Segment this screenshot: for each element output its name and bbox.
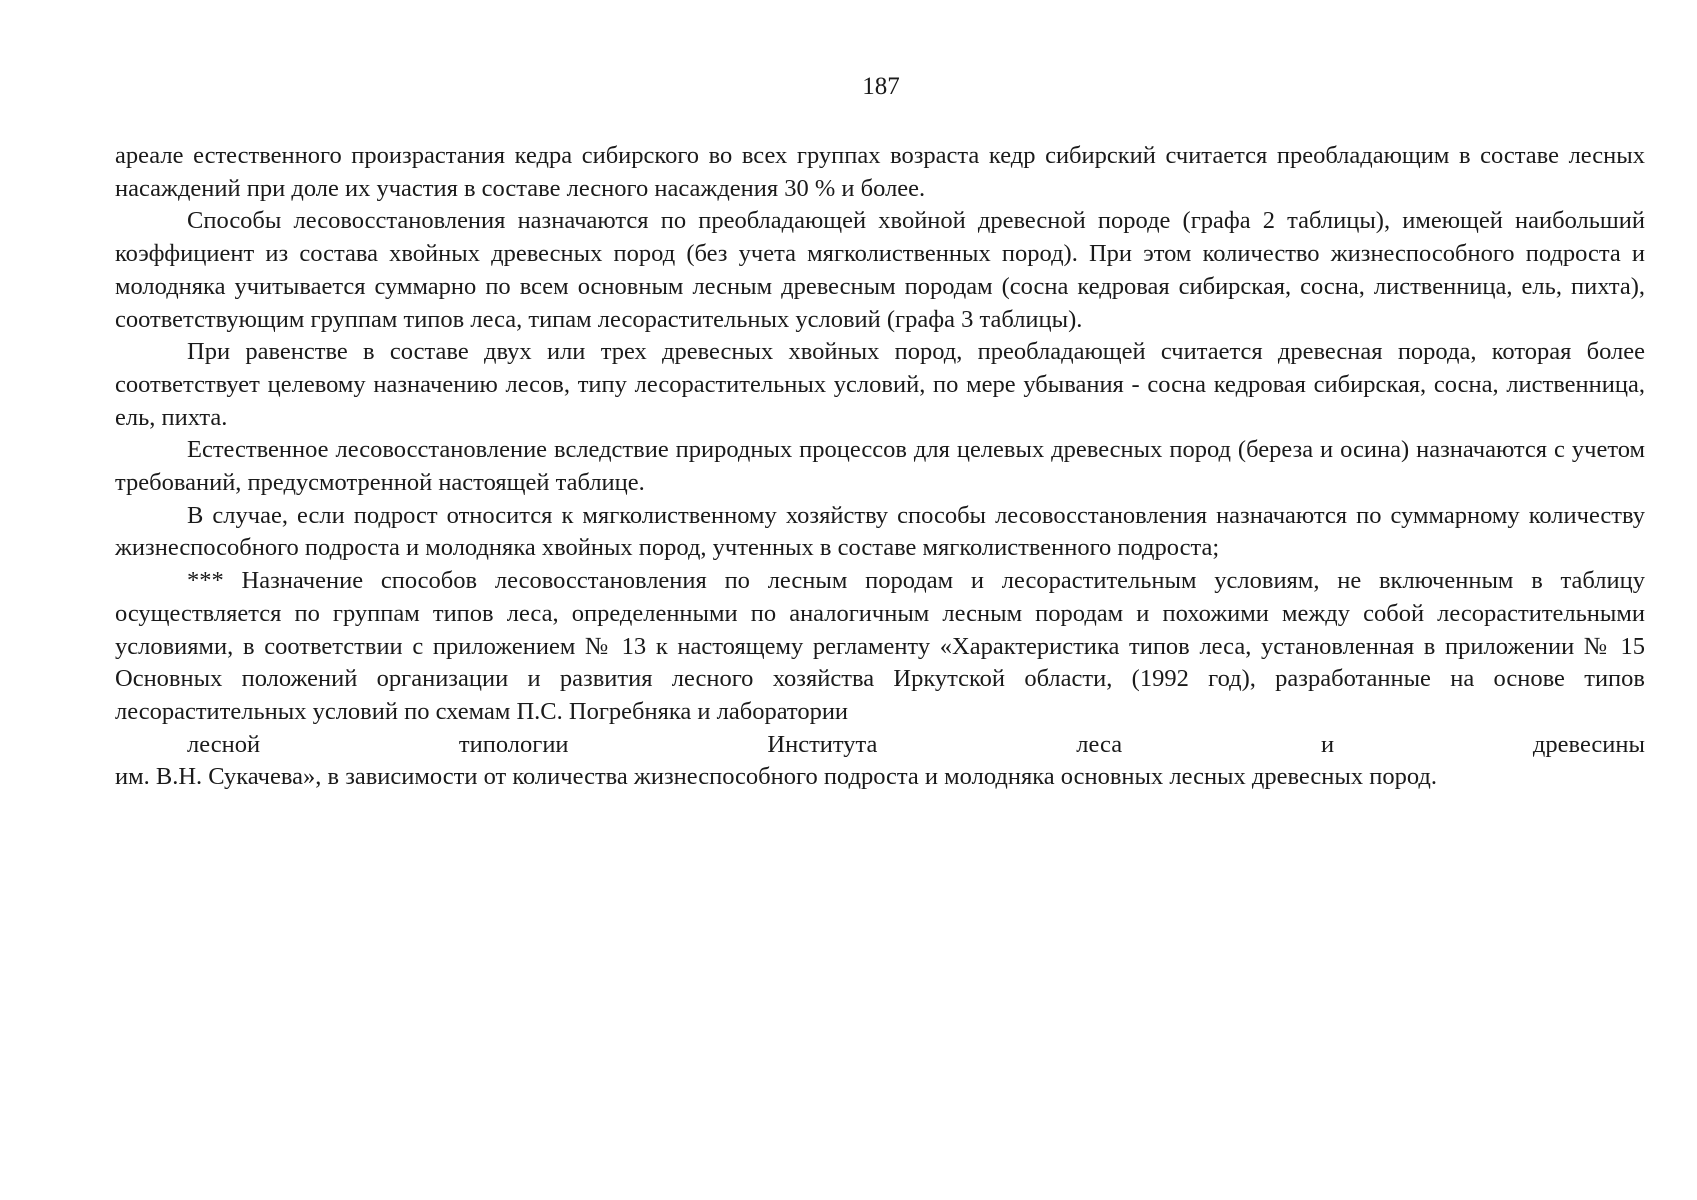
paragraph-6-main: *** Назначение способов лесовосстановления по лесным породам и лесорастительным условиям, не включенным в таблицу осуществляется по группам типов леса, определенными по аналогичным лесным породам и похожими между собой лесорастительными условиями, в соответствии с приложением № 13 к настоящему регламенту «Характеристика типов леса, установленная в приложении № 15 Основных положений организации и развития лесного хозяйства Иркутской области, (1992 год), разработанные на основе типов лесорастительных условий по схемам П.С. Погребняка и лаборатории (115, 567, 1645, 725)
paragraph-4: Естественное лесовосстановление вследствие природных процессов для целевых древесных пород (береза и осина) назначаются с учетом требований, предусмотренной настоящей таблице. (115, 436, 1645, 497)
paragraph-6-spread-line: лесной типологии Института леса и древесины (187, 730, 1645, 758)
body-text (115, 140, 1645, 794)
paragraph-2: Способы лесовосстановления назначаются по преобладающей хвойной древесной породе (графа 2 таблицы), имеющей наибольший коэффициент из состава хвойных древесных пород (без учета мягколиственных пород). При этом количество жизнеспособного подроста и молодняка учитывается суммарно по всем основным лесным древесным породам (сосна кедровая сибирская, сосна, лиственница, ель, пихта), соответствующим группам типов леса, типам лесорастительных условий (графа 3 таблицы). (115, 207, 1645, 333)
page-number: 187 (862, 73, 900, 100)
paragraph-6-end: им. В.Н. Сукачева», в зависимости от количества жизнеспособного подроста и молодняка основных лесных древесных пород. (115, 763, 1437, 791)
paragraph-1: ареале естественного произрастания кедра сибирского во всех группах возраста кедр сибирский считается преобладающим в составе лесных насаждений при доле их участия в составе лесного насаждения 30 % и более. (115, 142, 1645, 202)
paragraph-5: В случае, если подрост относится к мягколиственному хозяйству способы лесовосстановления назначаются по суммарному количеству жизнеспособного подроста и молодняка хвойных пород, учтенных в составе мягколиственного подроста; (115, 501, 1645, 562)
paragraph-3: При равенстве в составе двух или трех древесных хвойных пород, преобладающей считается древесная порода, которая более соответствует целевому назначению лесов, типу лесорастительных условий, по мере убывания - сосна кедровая сибирская, сосна, лиственница, ель, пихта. (115, 338, 1645, 431)
paragraph-6 (115, 565, 1645, 794)
